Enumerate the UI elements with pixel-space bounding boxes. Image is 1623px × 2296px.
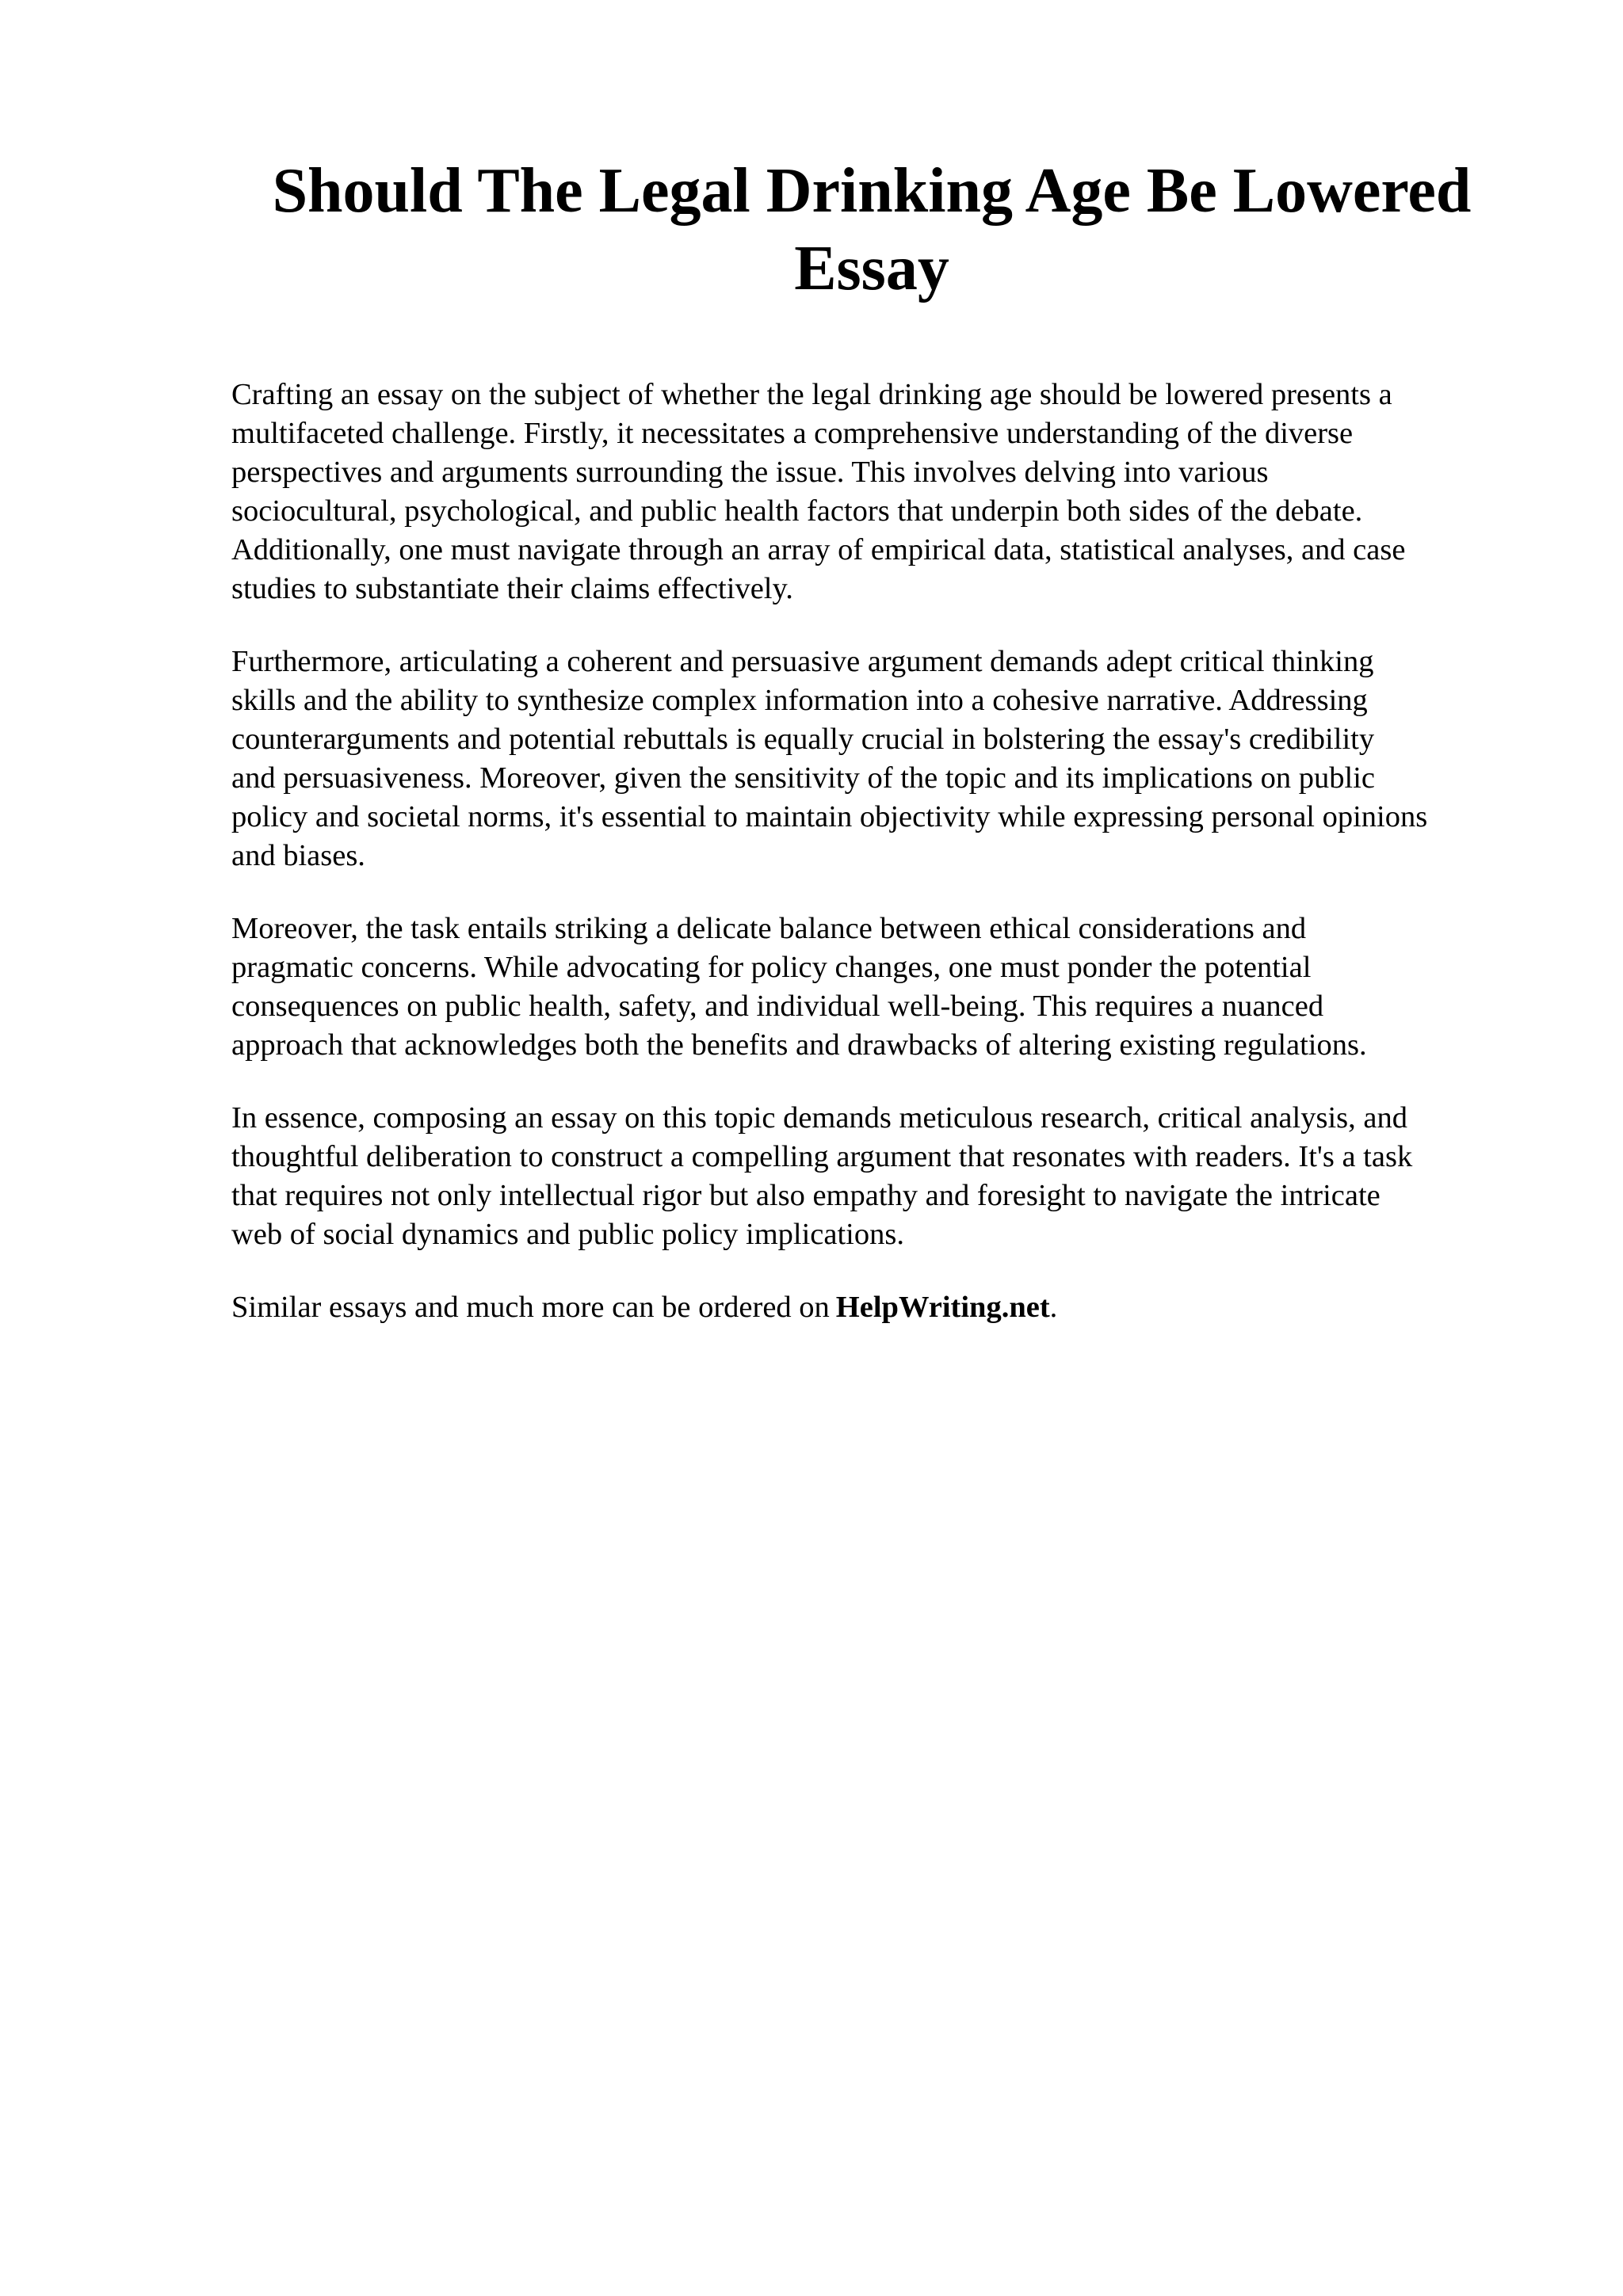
closing-text: Similar essays and much more can be ordered on [231, 1291, 830, 1324]
text-line: studies to substantiate their claims effectively. [231, 572, 793, 605]
text-line: sociocultural, psychological, and public health factors that underpin both sides of the debate. [231, 494, 1363, 528]
text-line: approach that acknowledges both the benefits and drawbacks of altering existing regulations. [231, 1028, 1367, 1062]
title-line: Essay [794, 234, 949, 303]
text-line: Crafting an essay on the subject of whether the legal drinking age should be lowered presents a [231, 378, 1392, 411]
closing-line [231, 1288, 1531, 1327]
text-line: multifaceted challenge. Firstly, it necessitates a comprehensive understanding of the diverse [231, 417, 1354, 450]
title-line: Should The Legal Drinking Age Be Lowered [272, 156, 1472, 226]
text-line: pragmatic concerns. While advocating for policy changes, one must ponder the potential [231, 951, 1312, 984]
text-line: and biases. [231, 839, 365, 872]
text-line: and persuasiveness. Moreover, given the sensitivity of the topic and its implications on public [231, 761, 1375, 795]
text-line: Additionally, one must navigate through an array of empirical data, statistical analyses, and case [231, 533, 1406, 566]
text-line: consequences on public health, safety, and individual well-being. This requires a nuanced [231, 990, 1324, 1023]
closing-period: . [1049, 1291, 1058, 1324]
text-line: thoughtful deliberation to construct a compelling argument that resonates with readers. It's a task [231, 1140, 1413, 1173]
text-line: In essence, composing an essay on this topic demands meticulous research, critical analysis, and [231, 1101, 1407, 1135]
paragraph-2 [231, 643, 1531, 875]
text-line: Furthermore, articulating a coherent and persuasive argument demands adept critical thinking [231, 645, 1374, 678]
text-line: web of social dynamics and public policy implications. [231, 1218, 904, 1251]
essay-body [231, 376, 1531, 1327]
text-line: Moreover, the task entails striking a delicate balance between ethical considerations and [231, 912, 1307, 945]
paragraph-1 [231, 376, 1531, 608]
paragraph-4 [231, 1099, 1531, 1254]
text-line: that requires not only intellectual rigor but also empathy and foresight to navigate the intricate [231, 1179, 1381, 1212]
helpwriting-link[interactable]: HelpWriting.net [835, 1291, 1050, 1324]
paragraph-3 [231, 910, 1531, 1065]
text-line: counterarguments and potential rebuttals is equally crucial in bolstering the essay's credibility [231, 723, 1375, 756]
page-title [198, 152, 1545, 307]
text-line: skills and the ability to synthesize complex information into a cohesive narrative. Addressing [231, 684, 1368, 717]
text-line: perspectives and arguments surrounding the issue. This involves delving into various [231, 456, 1269, 489]
text-line: policy and societal norms, it's essential to maintain objectivity while expressing personal opinions [231, 800, 1428, 833]
